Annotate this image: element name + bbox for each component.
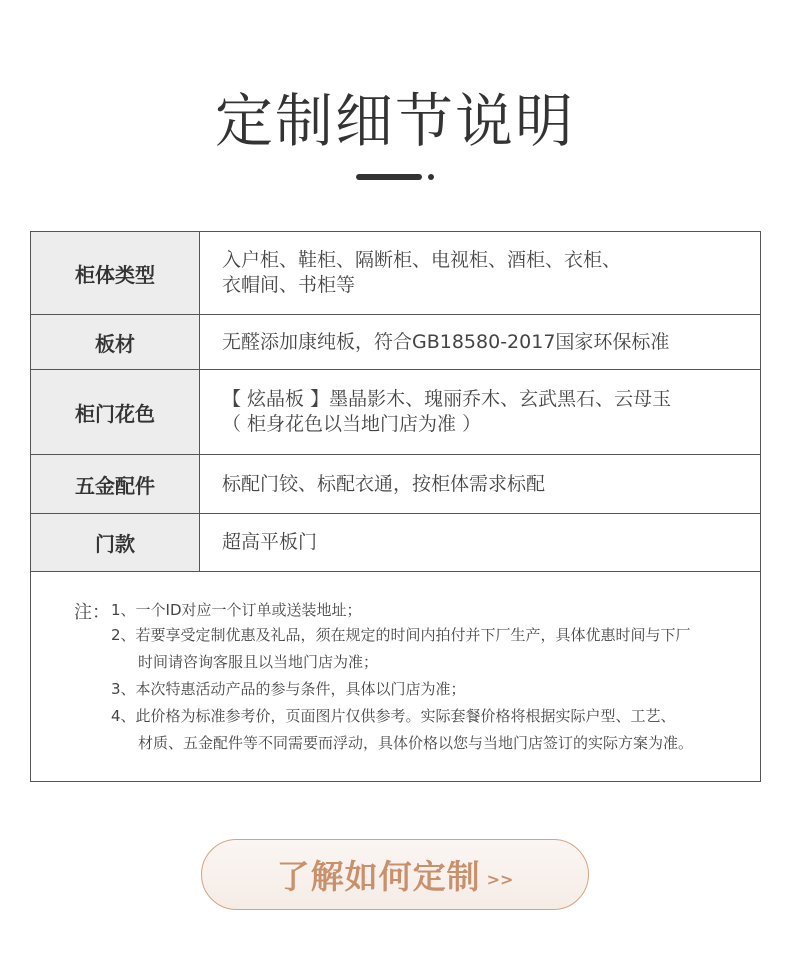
spec-value-line: 无醛添加康纯板，符合GB18580-2017国家环保标准 bbox=[222, 330, 670, 353]
cta-label: 了解如何定制 bbox=[276, 857, 481, 896]
spec-value-line: （ 柜身花色以当地门店为准 ） bbox=[222, 413, 482, 435]
note-item: 2、若要享受定制优惠及礼品，须在规定的时间内拍付并下厂生产，具体优惠时间与下厂 bbox=[111, 626, 691, 644]
title-decoration bbox=[356, 174, 436, 182]
note-item: 1、一个ID对应一个订单或送装地址； bbox=[111, 601, 362, 619]
page-title: 定制细节说明 bbox=[214, 87, 575, 155]
spec-label: 柜门花色 bbox=[31, 370, 200, 455]
spec-table bbox=[30, 231, 761, 572]
spec-value bbox=[200, 315, 761, 370]
spec-value-line: 超高平板门 bbox=[222, 531, 318, 553]
spec-row-door-style bbox=[31, 514, 761, 572]
note-item: 3、本次特惠活动产品的参与条件，具体以门店为准； bbox=[111, 680, 466, 698]
spec-row-door-finish bbox=[31, 370, 761, 455]
title-underline-bar bbox=[356, 174, 422, 180]
double-chevron-right-icon: >> bbox=[486, 870, 514, 889]
spec-row-board bbox=[31, 315, 761, 370]
spec-label: 板材 bbox=[31, 315, 200, 370]
spec-value-line: 【 炫晶板 】墨晶影木、瑰丽乔木、玄武黑石、云母玉 bbox=[222, 388, 672, 410]
note-item: 材质、五金配件等不同需要而浮动，具体价格以您与当地门店签订的实际方案为准。 bbox=[138, 734, 694, 752]
note-item: 4、此价格为标准参考价，页面图片仅供参考。实际套餐价格将根据实际户型、工艺、 bbox=[111, 707, 676, 725]
notes-label: 注： bbox=[74, 602, 110, 623]
spec-label: 门款 bbox=[31, 514, 200, 572]
note-item: 时间请咨询客服且以当地门店为准； bbox=[138, 653, 379, 671]
spec-value-line: 入户柜、鞋柜、隔断柜、电视柜、酒柜、衣柜、 bbox=[222, 249, 622, 271]
notes-box bbox=[30, 570, 761, 782]
spec-value-line: 衣帽间、书柜等 bbox=[222, 274, 356, 296]
spec-label: 柜体类型 bbox=[31, 232, 200, 315]
spec-value bbox=[200, 232, 761, 315]
spec-value bbox=[200, 455, 761, 514]
spec-value-line: 标配门铰、标配衣通，按柜体需求标配 bbox=[222, 472, 546, 495]
learn-customization-button[interactable] bbox=[201, 839, 589, 910]
spec-label: 五金配件 bbox=[31, 455, 200, 514]
spec-value bbox=[200, 514, 761, 572]
spec-row-hardware bbox=[31, 455, 761, 514]
title-underline-dot bbox=[428, 174, 434, 180]
spec-row-cabinet-type bbox=[31, 232, 761, 315]
spec-value bbox=[200, 370, 761, 455]
